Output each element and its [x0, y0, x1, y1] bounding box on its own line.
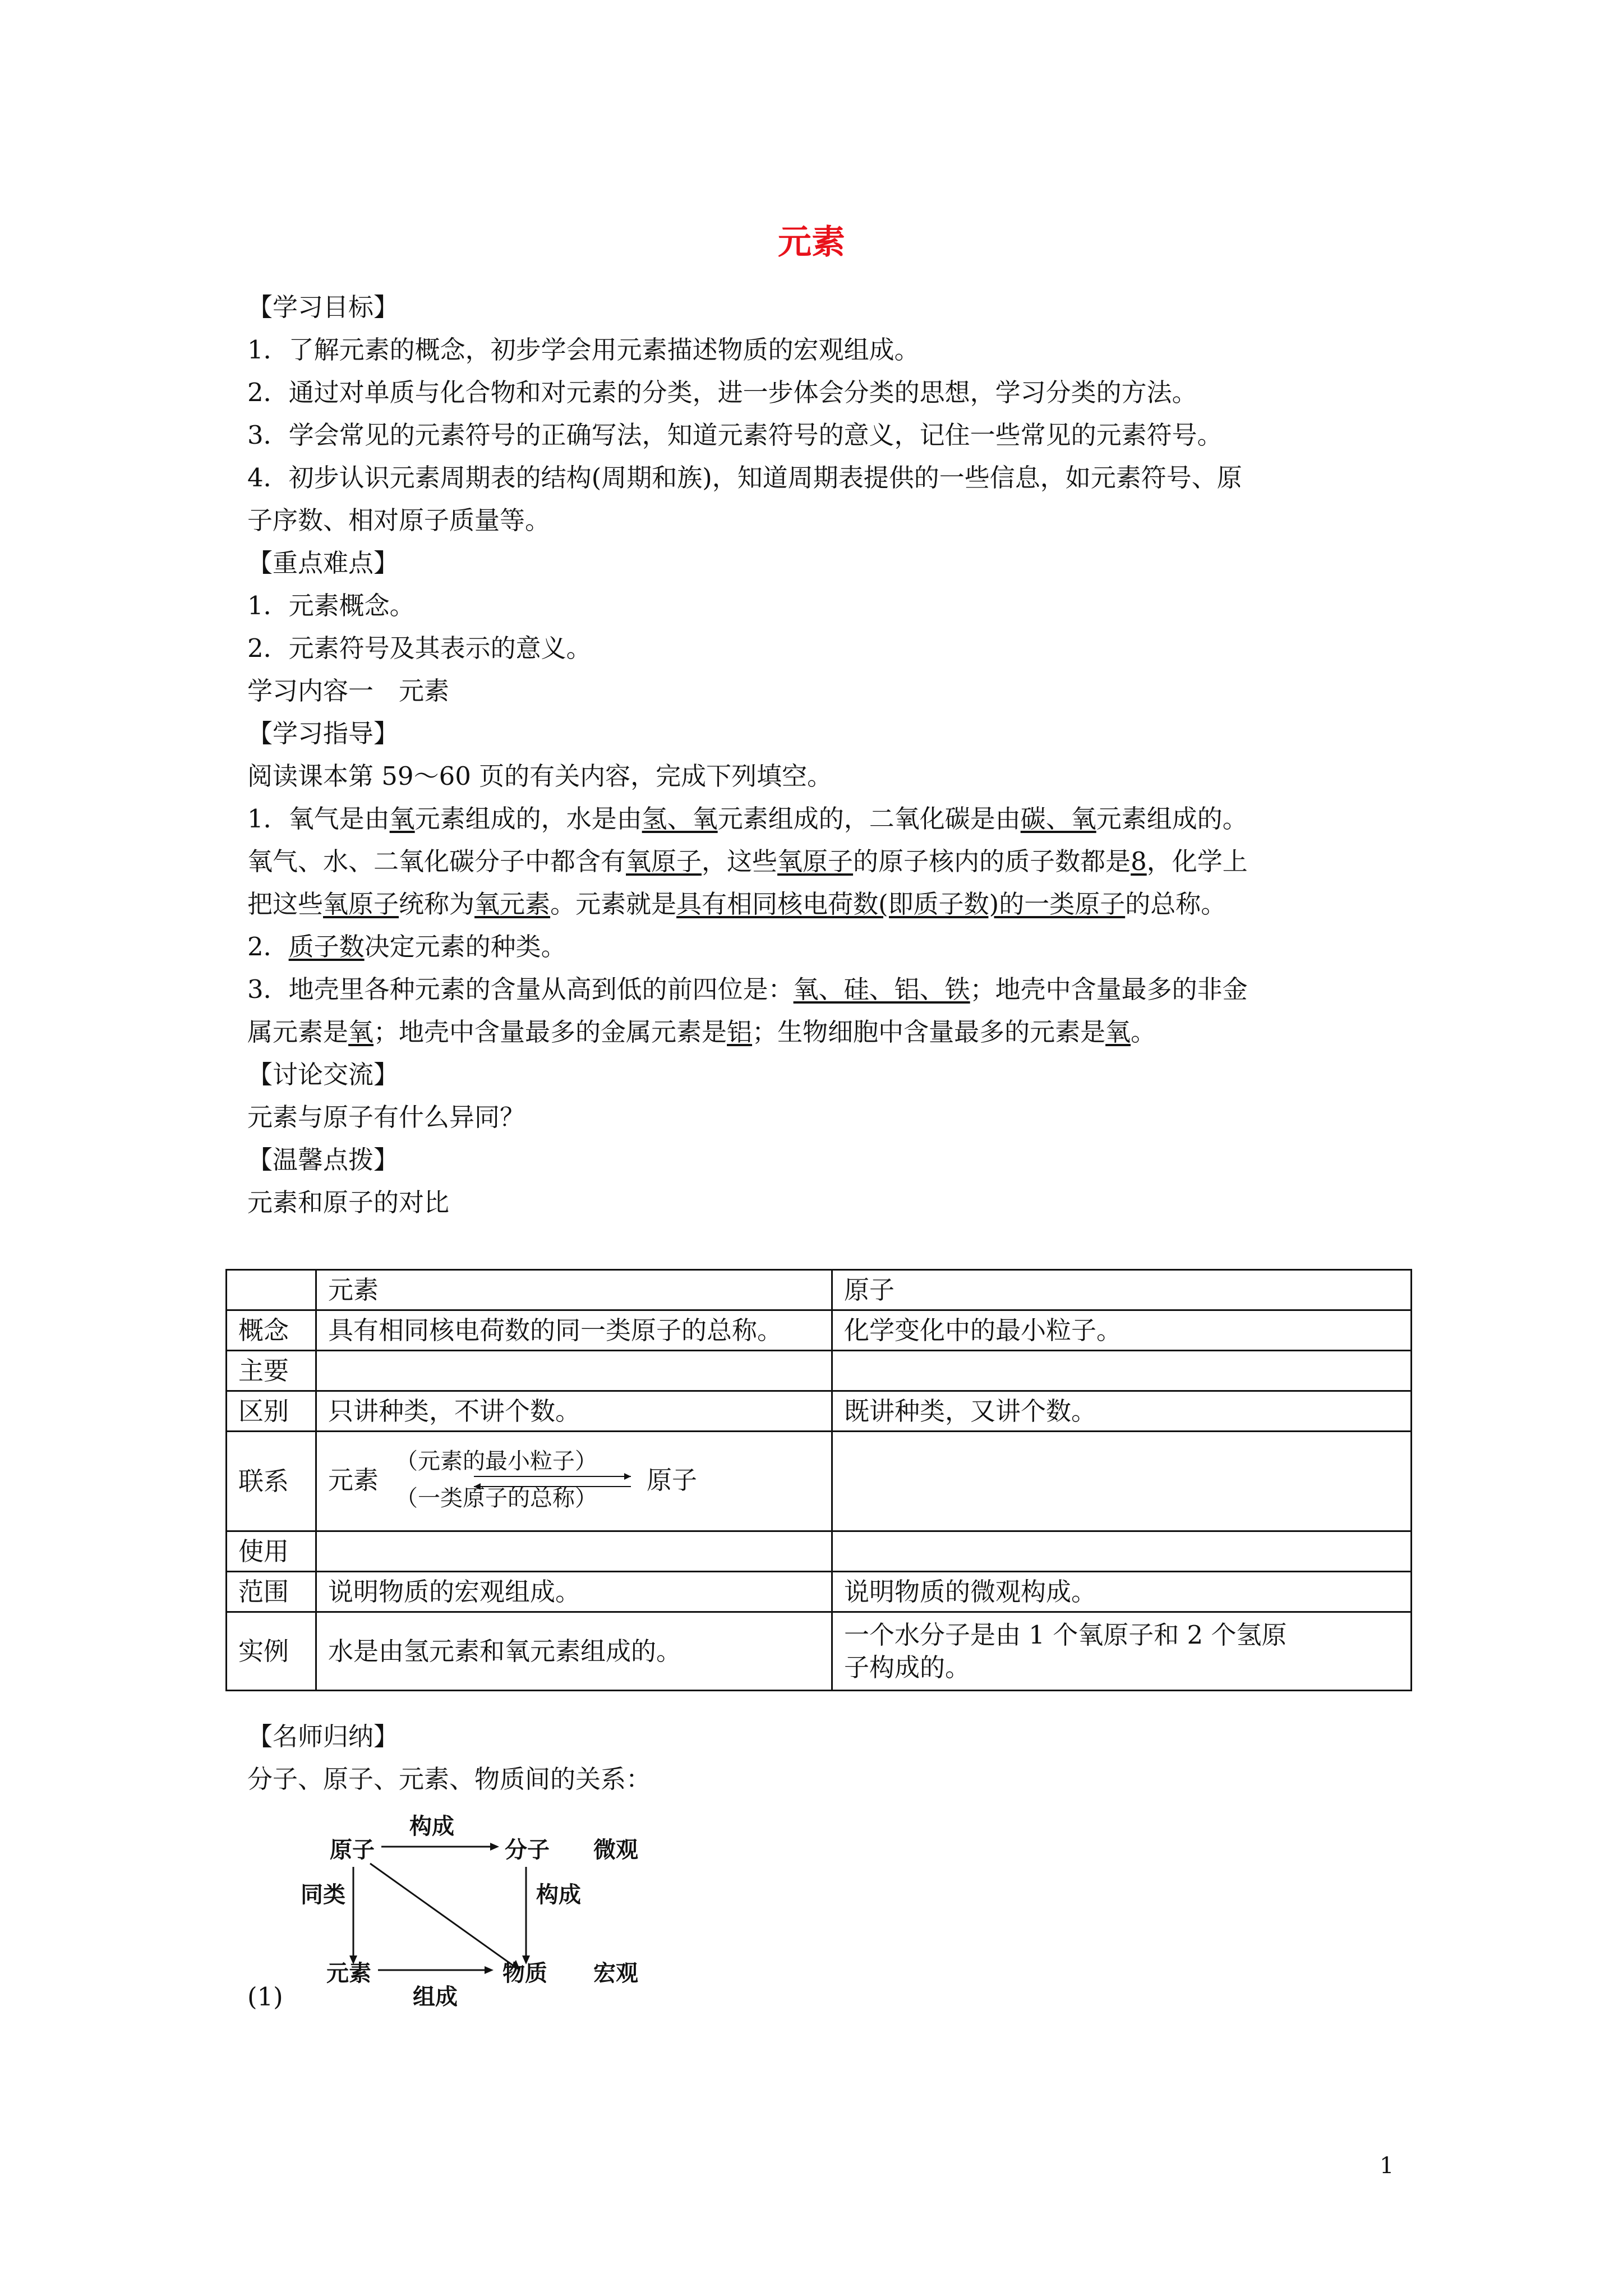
relation-top-label: （元素的最小粒子） — [395, 1448, 597, 1474]
table-row-label: 实例 — [227, 1612, 316, 1691]
table-cell — [316, 1432, 832, 1531]
key-point-item: 1．元素概念。 — [247, 591, 415, 620]
guide-intro: 阅读课本第 59～60 页的有关内容，完成下列填空。 — [247, 761, 833, 791]
node-atom: 原子 — [330, 1837, 375, 1863]
table-row — [227, 1572, 1412, 1612]
table-row-label: 概念 — [227, 1310, 316, 1351]
fill-answer: 铝 — [727, 1017, 753, 1047]
label-micro: 微观 — [593, 1837, 638, 1863]
fill-line: 属元素是氧；地壳中含量最多的金属元素是铝；生物细胞中含量最多的元素是氧。 — [247, 1017, 1156, 1047]
goal-item: 3．学会常见的元素符号的正确写法，知道元素符号的意义，记住一些常见的元素符号。 — [247, 420, 1223, 450]
section-heading-goals: 【学习目标】 — [247, 292, 399, 322]
comparison-table — [225, 1269, 1412, 1691]
table-row — [227, 1310, 1412, 1351]
diagram-arrows — [236, 1801, 740, 2036]
table-row-label: 使用 — [227, 1531, 316, 1572]
fill-line: 氧气、水、二氧化碳分子中都含有氧原子，这些氧原子的原子核内的质子数都是8，化学上 — [247, 846, 1248, 876]
goal-item: 2．通过对单质与化合物和对元素的分类，进一步体会分类的思想，学习分类的方法。 — [247, 378, 1197, 407]
table-row — [227, 1432, 1412, 1531]
fill-answer: 氧 — [389, 804, 415, 834]
fill-answer: 氢、氧 — [642, 804, 718, 834]
fill-line: 3．地壳里各种元素的含量从高到低的前四位是：氧、硅、铝、铁；地壳中含量最多的非金 — [247, 974, 1248, 1004]
table-cell — [832, 1432, 1412, 1531]
page-number: 1 — [1380, 2153, 1394, 2179]
table-cell: 只讲种类，不讲个数。 — [316, 1391, 832, 1432]
goal-item: 4．初步认识元素周期表的结构(周期和族)，知道周期表提供的一些信息，如元素符号、原 — [247, 463, 1242, 493]
table-cell — [832, 1612, 1412, 1691]
table-row-label: 联系 — [227, 1432, 316, 1531]
table-cell: 水是由氢元素和氧元素组成的。 — [316, 1612, 832, 1691]
fill-answer: 氧 — [1105, 1017, 1131, 1047]
table-header-cell: 元素 — [316, 1270, 832, 1310]
table-cell: 既讲种类，又讲个数。 — [832, 1391, 1412, 1432]
goal-item: 1．了解元素的概念，初步学会用元素描述物质的宏观组成。 — [247, 335, 920, 365]
table-cell — [316, 1531, 832, 1572]
fill-answer: 碳、氧 — [1020, 804, 1096, 834]
label-macro: 宏观 — [593, 1961, 638, 1986]
table-cell: 说明物质的宏观组成。 — [316, 1572, 832, 1612]
table-cell — [832, 1531, 1412, 1572]
content-heading: 学习内容一 元素 — [247, 676, 450, 706]
fill-answer: 氧原子 — [626, 846, 702, 876]
table-cell — [227, 1270, 316, 1310]
fill-answer: 具有相同核电荷数(即质子数)的一类原子 — [676, 889, 1126, 919]
fill-answer: 氧原子 — [777, 846, 854, 876]
table-cell: 具有相同核电荷数的同一类原子的总称。 — [316, 1310, 832, 1351]
table-row — [227, 1612, 1412, 1691]
node-element: 元素 — [326, 1961, 371, 1986]
relation-atom: 原子 — [647, 1465, 698, 1495]
table-row — [227, 1351, 1412, 1391]
example-line: 一个水分子是由 1 个氧原子和 2 个氢原 — [844, 1619, 1287, 1650]
relation-element: 元素 — [328, 1465, 379, 1495]
section-heading-tips: 【温馨点拨】 — [247, 1145, 399, 1175]
relation-bottom-label: （一类原子的总称） — [395, 1485, 597, 1511]
table-row-label: 范围 — [227, 1572, 316, 1612]
label-form: 组成 — [413, 1984, 458, 2010]
table-cell — [832, 1351, 1412, 1391]
tips-caption: 元素和原子的对比 — [247, 1188, 450, 1217]
section-heading-summary: 【名师归纳】 — [247, 1722, 399, 1751]
fill-answer: 氧原子 — [323, 889, 399, 919]
table-row-label: 主要 — [227, 1351, 316, 1391]
section-heading-guide: 【学习指导】 — [247, 719, 399, 748]
table-row — [227, 1391, 1412, 1432]
fill-line: 2．质子数决定元素的种类。 — [247, 932, 566, 961]
relation-figure — [328, 1439, 820, 1524]
fill-line: 1．氧气是由氧元素组成的，水是由氢、氧元素组成的，二氧化碳是由碳、氧元素组成的。 — [247, 804, 1248, 834]
node-molecule: 分子 — [505, 1837, 550, 1863]
table-row-label: 区别 — [227, 1391, 316, 1432]
label-same-kind: 同类 — [301, 1882, 345, 1908]
section-heading-discussion: 【讨论交流】 — [247, 1060, 399, 1089]
discussion-question: 元素与原子有什么异同？ — [247, 1102, 525, 1132]
goal-item-continued: 子序数、相对原子质量等。 — [247, 505, 551, 535]
table-row — [227, 1531, 1412, 1572]
page-title: 元素 — [778, 223, 845, 262]
fill-answer: 氧元素 — [474, 889, 551, 919]
fill-answer: 氧 — [348, 1017, 374, 1047]
fill-answer: 质子数 — [288, 932, 365, 961]
fill-line: 把这些氧原子统称为氧元素。元素就是具有相同核电荷数(即质子数)的一类原子的总称。 — [247, 889, 1227, 919]
table-row — [227, 1270, 1412, 1310]
node-matter: 物质 — [502, 1961, 547, 1986]
label-compose-top: 构成 — [409, 1814, 454, 1839]
table-cell: 化学变化中的最小粒子。 — [832, 1310, 1412, 1351]
fill-answer: 氧、硅、铝、铁 — [793, 974, 970, 1004]
table-cell: 说明物质的微观构成。 — [832, 1572, 1412, 1612]
label-compose-right: 构成 — [536, 1882, 581, 1908]
summary-intro: 分子、原子、元素、物质间的关系： — [247, 1764, 652, 1794]
table-cell — [316, 1351, 832, 1391]
example-line: 子构成的。 — [844, 1652, 971, 1682]
table-header-cell: 原子 — [832, 1270, 1412, 1310]
item-label: (1) — [247, 1982, 283, 2012]
key-point-item: 2．元素符号及其表示的意义。 — [247, 633, 592, 663]
section-heading-key-points: 【重点难点】 — [247, 548, 399, 578]
fill-answer: 8 — [1131, 846, 1147, 876]
relationship-diagram — [236, 1801, 740, 2036]
